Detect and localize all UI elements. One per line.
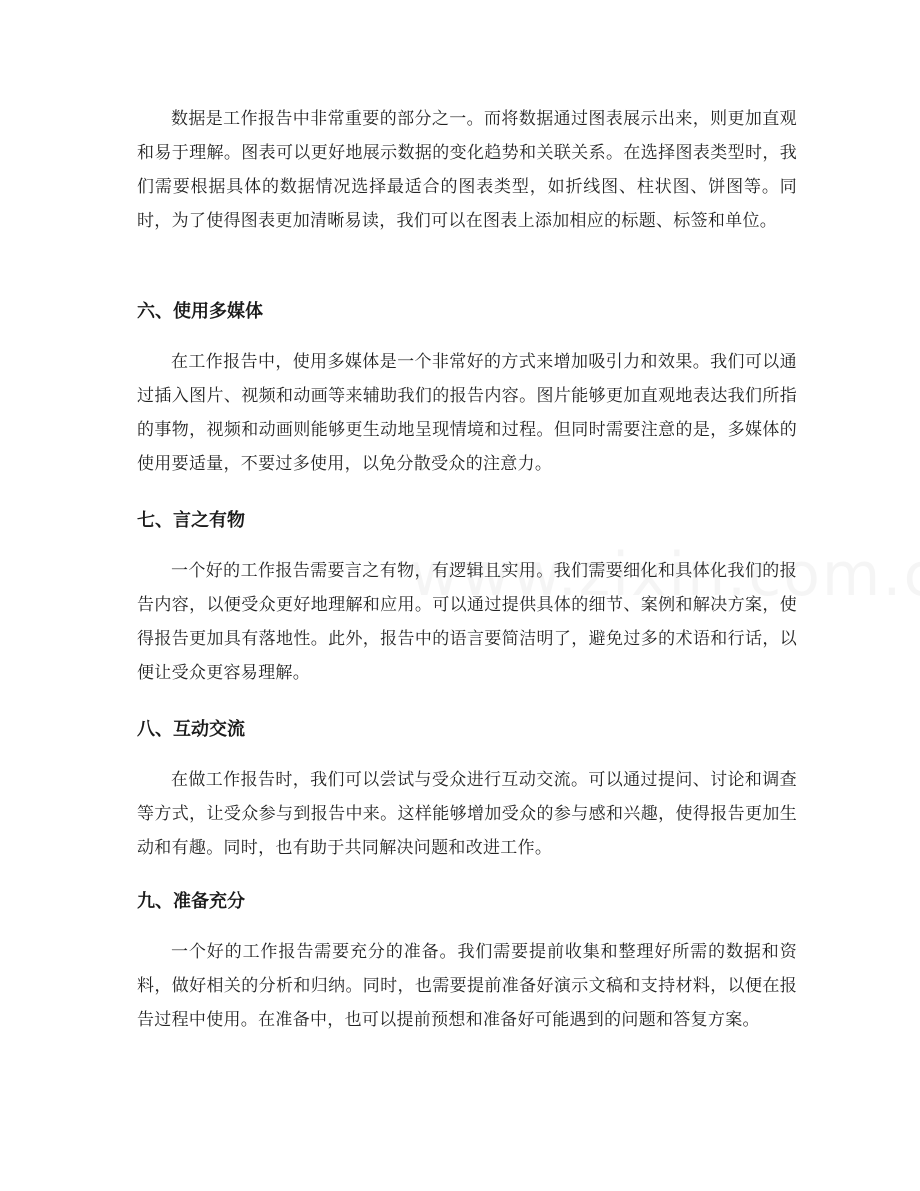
section-body-7 [137, 554, 797, 690]
section-heading-6 [137, 297, 797, 327]
section-heading: 八、互动交流 [137, 719, 245, 740]
section-heading: 九、准备充分 [137, 891, 245, 912]
section-heading: 六、使用多媒体 [137, 301, 263, 322]
section-paragraph: 一个好的工作报告需要充分的准备。我们需要提前收集和整理好所需的数据和资料，做好相关的分析和归纳。同时，也需要提前准备好演示文稿和支持材料，以便在报告过程中使用。在准备中，也可以提前预想和准备好可能遇到的问题和答复方案。 [137, 942, 797, 1030]
section-heading-9 [137, 887, 797, 917]
intro-section [137, 102, 797, 238]
section-paragraph: 在工作报告中，使用多媒体是一个非常好的方式来增加吸引力和效果。我们可以通过插入图片、视频和动画等来辅助我们的报告内容。图片能够更加直观地表达我们所指的事物，视频和动画则能够更生动地呈现情境和过程。但同时需要注意的是，多媒体的使用要适量，不要过多使用，以免分散受众的注意力。 [137, 352, 797, 474]
section-heading-7 [137, 506, 797, 536]
section-body-9 [137, 935, 797, 1037]
section-heading: 七、言之有物 [137, 510, 245, 531]
section-body-8 [137, 763, 797, 865]
section-paragraph: 一个好的工作报告需要言之有物，有逻辑且实用。我们需要细化和具体化我们的报告内容，以便受众更好地理解和应用。可以通过提供具体的细节、案例和解决方案，使得报告更加具有落地性。此外，报告中的语言要简洁明了，避免过多的术语和行话，以便让受众更容易理解。 [137, 561, 797, 683]
intro-paragraph: 数据是工作报告中非常重要的部分之一。而将数据通过图表展示出来，则更加直观和易于理解。图表可以更好地展示数据的变化趋势和关联关系。在选择图表类型时，我们需要根据具体的数据情况选择最适合的图表类型，如折线图、柱状图、饼图等。同时，为了使得图表更加清晰易读，我们可以在图表上添加相应的标题、标签和单位。 [137, 109, 797, 231]
section-paragraph: 在做工作报告时，我们可以尝试与受众进行互动交流。可以通过提问、讨论和调查等方式，让受众参与到报告中来。这样能够增加受众的参与感和兴趣，使得报告更加生动和有趣。同时，也有助于共同解决问题和改进工作。 [137, 770, 797, 858]
section-heading-8 [137, 715, 797, 745]
section-body-6 [137, 345, 797, 481]
